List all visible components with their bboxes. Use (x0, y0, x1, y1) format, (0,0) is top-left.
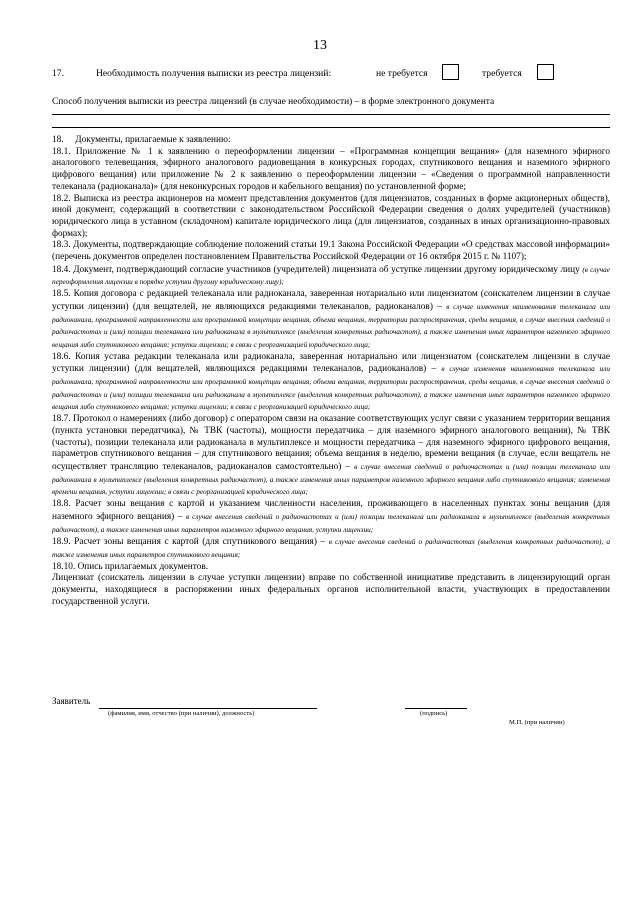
item-18-1: 18.1. Приложение № 1 к заявлению о переоформлении лицензии – «Программная концепция вещания» (для наземного эфирного аналогового телевещания, эфирного аналогового радиовещания в конкурсных городах, спутникового вещания и наземного эфирного цифрового вещания) или приложение № 2 к заявлению о переоформлении лицензии – «Сведения о программной направленности телеканала (радиоканала)» (для неконкурсных городов и кабельного вещания) по установленной форме; (52, 146, 610, 192)
option-required-checkbox[interactable] (537, 64, 554, 80)
item-18-8-note: в случае внесения сведений о радиочастотах и (или) позиции телеканала или радиоканала в мультиплексе (выделения конкретных радиочастот), а также изменения иных параметров наземного эфирного вещания, уступки лицензии; (52, 511, 611, 534)
item-18-8-text: 18.8. Расчет зоны вещания с картой и указанием численности населения, проживающего в населенных пунктах зоны вещания (для наземного эфирного вещания) – (52, 499, 610, 522)
item-18-5 (52, 289, 610, 352)
item-18-6-text: 18.6. Копия устава редакции телеканала или радиоканала, заверенная нотариально или лицензиатом (соискателем лицензии в случае уступки лицензии) (для вещателей, являющихся редакциями телеканалов, радиоканалов) – (52, 351, 610, 375)
section-18-documents (52, 135, 610, 608)
item-17-text: Необходимость получения выписки из реестра лицензий: (96, 68, 332, 79)
applicant-name-line[interactable] (99, 708, 317, 709)
page-number: 13 (313, 38, 327, 53)
item-18-3: 18.3. Документы, подтверждающие соблюдение положений статьи 19.1 Закона Российской Федерации «О средствах массовой информации» (перечень документов определен постановлением Правительства Российской Федерации от 16 октября 2015 г. № 1107); (52, 240, 610, 263)
item-18-4 (52, 264, 610, 289)
stamp-place-label: М.П. (при наличии) (509, 719, 565, 726)
applicant-label: Заявитель (52, 696, 91, 706)
applicant-name-caption: (фамилия, имя, отчество (при наличии), должность) (108, 710, 255, 717)
item-18-9-note: в случае внесения сведений о радиочастотах (выделения конкретных радиочастот), а также изменения иных параметров спутникового вещания; (52, 537, 610, 559)
extract-method-line: Способ получения выписки из реестра лицензий (в случае необходимости) – в форме электронного документа (52, 97, 495, 107)
item-18-9 (52, 536, 610, 561)
signature-line[interactable] (405, 708, 467, 709)
item-18-10: 18.10. Опись прилагаемых документов. (52, 561, 209, 572)
licensee-right-note: Лицензиат (соискатель лицензии в случае уступки лицензии) вправе по собственной инициативе представить в лицензирующий орган документы, находящиеся в распоряжении иных федеральных органов исполнительной власти, участвующих в предоставлении государственной услуги. (52, 573, 610, 607)
item-18-7-note: в случае внесения сведений о радиочастотах и (или) позиции телеканала или радиоканала в мультиплексе (выделения конкретных радиочастот), а также изменения иных параметров наземного эфирного вещания либо спутникового вещания; изменения времени вещания, уступки лицензии; в связи с реорганизацией юридического лица; (52, 461, 610, 497)
item-18-8 (52, 499, 610, 536)
item-18-7 (52, 414, 610, 499)
option-required-label: требуется (482, 68, 522, 79)
item-18-6-note: в случае изменения наименования телеканала или радиоканала, программной направленности или программной концепции вещания, объема вещания, территории распространения, среды вещания, в случае внесения сведений о радиочастотах и (или) позиции телеканала или радиоканала в мультиплексе (выделения конкретных радиочастот), а также изменения иных параметров наземного эфирного вещания либо спутникового вещания; уступки лицензии; в связи с реорганизацией юридического лица; (52, 364, 610, 412)
item-18-7-text: 18.7. Протокол о намерениях (либо договор) с оператором связи на оказание соответствующих услуг связи с указанием территории вещания (пункта установки передатчика), № ТВК (частоты), мощности передатчика – для наземного эфирного аналогового вещания), № ТВК (частоты), позиции телеканала или радиоканала в мультиплексе и мощности передатчика – для наземного эфирного цифрового вещания, параметров спутникового вещания – для спутникового вещания; объема вещания в неделю, времени вещания (в случае, если вещатель не осуществляет трансляцию телеканалов, радиоканалов самостоятельно) – (52, 414, 610, 472)
item-18-9-text: 18.9. Расчет зоны вещания с картой (для спутникового вещания) – (52, 537, 326, 548)
signature-caption: (подпись) (420, 710, 448, 717)
item-18-2: 18.2. Выписка из реестра акционеров на момент представления документов (для лицензиатов, созданных в форме акционерных обществ), иной документ, содержащий в соответствии с законодательством Российской Федерации сведения о долях учредителей (участников) юридического лица в уставном (складочном) капитале юридического лица (для лицензиатов, созданных в иных организационно-правовых формах); (52, 193, 610, 239)
divider-line (52, 114, 610, 115)
divider-line (52, 127, 610, 128)
option-not-required-label: не требуется (376, 68, 428, 79)
item-18-6 (52, 352, 610, 415)
item-18-4-note: (в случае переоформления лицензии в порядке уступки другому юридическому лицу); (52, 264, 611, 287)
item-18-4-text: 18.4. Документ, подтверждающий согласие участников (учредителей) лицензиата об уступке лицензии другому юридическому лицу (52, 264, 580, 275)
item-18-5-note: в случае изменения наименования телеканала или радиоканала, программной направленности или программной концепции вещания, объема вещания, территории распространения, среды вещания, в случае внесения сведений о радиочастотах и (или) позиции телеканала или радиоканала в мультиплексе (выделения конкретных радиочастот), а также изменения иных параметров наземного эфирного вещания либо спутникового вещания; уступки лицензии; в связи с реорганизацией юридического лица; (52, 301, 611, 349)
item-17-number: 17. (52, 68, 64, 79)
section-18-title: 18. Документы, прилагаемые к заявлению: (52, 135, 231, 145)
item-18-5-text: 18.5. Копия договора с редакцией телеканала или радиоканала, заверенная нотариально или лицензиатом (соискателем лицензии в случае уступки лицензии) (для вещателей, не являющихся редакциями телеканалов, радиоканалов) – (52, 289, 610, 312)
option-not-required-checkbox[interactable] (442, 64, 459, 80)
